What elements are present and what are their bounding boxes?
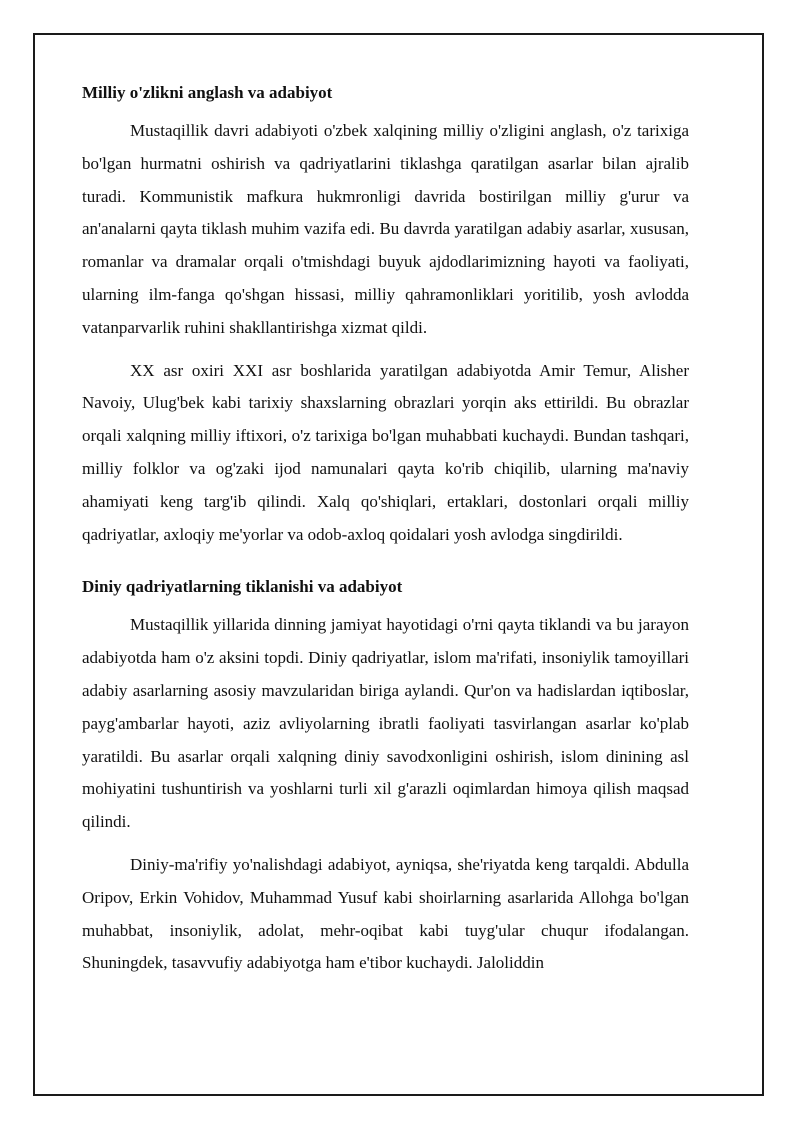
section-heading-national-identity: Milliy o'zlikni anglash va adabiyot	[82, 83, 333, 102]
paragraph: Mustaqillik yillarida dinning jamiyat hayotidagi o'rni qayta tiklandi va bu jarayon adabiyotda ham o'z aksini topdi. Diniy qadriyatlar, islom ma'rifati, insoniylik tamoyillari adabiy asarlarning asosiy mavzularidan biriga aylandi. Qur'on va hadislardan iqtiboslar, payg'ambarlar hayoti, aziz avliyolarning ibratli faoliyati tasvirlangan asarlar ko'plab yaratildi. Bu asarlar orqali xalqning diniy savodxonligini oshirish, islom dinining asl mohiyatini tushuntirish va yoshlarni turli xil g'arazli oqimlardan himoya qilish maqsad qilindi.	[82, 615, 689, 832]
paragraph: XX asr oxiri XXI asr boshlarida yaratilgan adabiyotda Amir Temur, Alisher Navoiy, Ulug'bek kabi tarixiy shaxslarning obrazlari yorqin aks ettirildi. Bu obrazlar orqali xalqning milliy iftixori, o'z tarixiga bo'lgan muhabbati kuchaydi. Bundan tashqari, milliy folklor va og'zaki ijod namunalari qayta ko'rib chiqilib, ularning ma'naviy ahamiyati keng targ'ib qilindi. Xalq qo'shiqlari, ertaklari, dostonlari orqali milliy qadriyatlar, axloqiy me'yorlar va odob-axloq qoidalari yosh avlodga singdirildi.	[82, 360, 689, 544]
paragraph: Mustaqillik davri adabiyoti o'zbek xalqining milliy o'zligini anglash, o'z tarixiga bo'lgan hurmatni oshirish va qadriyatlarini tiklashga qaratilgan asarlar bilan ajralib turadi. Kommunistik mafkura hukmronligi davrida bostirilgan milliy g'urur va an'analarni qayta tiklash muhim vazifa edi. Bu davrda yaratilgan adabiy asarlar, xususan, romanlar va dramalar orqali o'tmishdagi buyuk ajdodlarimizning hayoti va faoliyati, ularning ilm-fanga qo'shgan hissasi, milliy qahramonliklari yoritilib, yosh avlodda vatanparvarlik ruhini shakllantirishga xizmat qildi.	[82, 121, 689, 337]
paragraph: Diniy-ma'rifiy yo'nalishdagi adabiyot, ayniqsa, she'riyatda keng tarqaldi. Abdulla Oripov, Erkin Vohidov, Muhammad Yusuf kabi shoirlarning asarlarida Allohga bo'lgan muhabbat, insoniylik, adolat, mehr-oqibat kabi tuyg'ular chuqur ifodalangan. Shuningdek, tasavvufiy adabiyotga ham e'tibor kuchaydi. Jaloliddin	[82, 854, 689, 973]
document-body	[82, 82, 689, 990]
section-heading-religious-values: Diniy qadriyatlarning tiklanishi va adabiyot	[82, 577, 403, 597]
